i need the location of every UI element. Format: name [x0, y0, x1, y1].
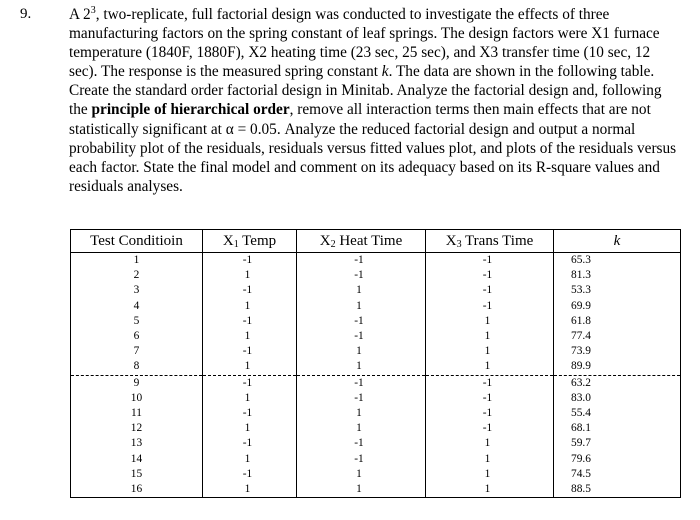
cell-test-condition: 5	[71, 314, 203, 329]
header-x2-heat-time: $X_2$ Heat Time	[297, 230, 426, 253]
cell-x2-heat-time: -1	[297, 375, 426, 391]
cell-k: 69.9	[554, 299, 681, 314]
cell-x1-temp: 1	[203, 329, 297, 344]
cell-x1-temp: -1	[203, 253, 297, 269]
data-table	[70, 229, 681, 498]
cell-k: 81.3	[554, 268, 681, 283]
table-header-row	[71, 230, 681, 253]
cell-x3-trans-time: 1	[426, 359, 554, 375]
table-row	[71, 253, 681, 269]
cell-x1-temp: -1	[203, 283, 297, 298]
cell-k: 59.7	[554, 436, 681, 451]
cell-k: 83.0	[554, 391, 681, 406]
cell-x1-temp: 1	[203, 299, 297, 314]
cell-test-condition: 9	[71, 375, 203, 391]
table-row	[71, 359, 681, 375]
cell-x1-temp: 1	[203, 391, 297, 406]
cell-x3-trans-time: 1	[426, 329, 554, 344]
table-row	[71, 467, 681, 482]
cell-x3-trans-time: 1	[426, 314, 554, 329]
cell-x1-temp: 1	[203, 451, 297, 466]
cell-test-condition: 16	[71, 482, 203, 498]
cell-test-condition: 6	[71, 329, 203, 344]
header-x3-trans-time: $X_3$ Trans Time	[426, 230, 554, 253]
table-row	[71, 421, 681, 436]
cell-x1-temp: -1	[203, 314, 297, 329]
cell-x1-temp: 1	[203, 268, 297, 283]
cell-x3-trans-time: -1	[426, 299, 554, 314]
table-row	[71, 451, 681, 466]
cell-k: 63.2	[554, 375, 681, 391]
cell-k: 61.8	[554, 314, 681, 329]
cell-k: 73.9	[554, 344, 681, 359]
cell-test-condition: 10	[71, 391, 203, 406]
table-row	[71, 283, 681, 298]
cell-test-condition: 4	[71, 299, 203, 314]
cell-test-condition: 15	[71, 467, 203, 482]
cell-x3-trans-time: -1	[426, 391, 554, 406]
factor-3-subscript: 3	[490, 44, 499, 62]
problem-statement	[69, 5, 681, 196]
header-k: k	[554, 230, 681, 253]
cell-x1-temp: -1	[203, 344, 297, 359]
cell-x3-trans-time: 1	[426, 344, 554, 359]
cell-test-condition: 3	[71, 283, 203, 298]
table-row	[71, 314, 681, 329]
table-row	[71, 406, 681, 421]
cell-test-condition: 1	[71, 253, 203, 269]
cell-x1-temp: 1	[203, 482, 297, 498]
table-row	[71, 268, 681, 283]
cell-x2-heat-time: 1	[297, 344, 426, 359]
cell-x1-temp: -1	[203, 436, 297, 451]
cell-x3-trans-time: -1	[426, 268, 554, 283]
cell-x3-trans-time: 1	[426, 482, 554, 498]
table-row	[71, 299, 681, 314]
table-row	[71, 344, 681, 359]
cell-x3-trans-time: 1	[426, 436, 554, 451]
cell-x3-trans-time: -1	[426, 375, 554, 391]
cell-x3-trans-time: -1	[426, 406, 554, 421]
cell-x1-temp: 1	[203, 421, 297, 436]
cell-x2-heat-time: 1	[297, 406, 426, 421]
cell-k: 88.5	[554, 482, 681, 498]
cell-k: 55.4	[554, 406, 681, 421]
cell-k: 65.3	[554, 253, 681, 269]
cell-x1-temp: -1	[203, 467, 297, 482]
cell-x2-heat-time: 1	[297, 482, 426, 498]
problem-text-2: , two-replicate, full factorial design was conducted to investigate the effects of three manufacturing factors on the spring constant of leaf springs. The design factors were X	[69, 6, 610, 43]
cell-k: 89.9	[554, 359, 681, 375]
cell-x3-trans-time: -1	[426, 283, 554, 298]
cell-k: 77.4	[554, 329, 681, 344]
cell-x3-trans-time: -1	[426, 253, 554, 269]
cell-test-condition: 8	[71, 359, 203, 375]
cell-test-condition: 13	[71, 436, 203, 451]
table-row	[71, 391, 681, 406]
cell-x3-trans-time: 1	[426, 451, 554, 466]
table-row	[71, 329, 681, 344]
header-x1-temp: $X_1$ Temp	[203, 230, 297, 253]
cell-test-condition: 7	[71, 344, 203, 359]
cell-x2-heat-time: 1	[297, 421, 426, 436]
cell-test-condition: 12	[71, 421, 203, 436]
cell-x2-heat-time: 1	[297, 283, 426, 298]
cell-x2-heat-time: 1	[297, 359, 426, 375]
cell-test-condition: 11	[71, 406, 203, 421]
cell-x2-heat-time: -1	[297, 253, 426, 269]
cell-k: 68.1	[554, 421, 681, 436]
header-test-condition: Test Conditioin	[71, 230, 203, 253]
problem-exponent: 3	[90, 5, 96, 16]
cell-x3-trans-time: -1	[426, 421, 554, 436]
cell-x2-heat-time: 1	[297, 299, 426, 314]
cell-x2-heat-time: -1	[297, 391, 426, 406]
cell-x1-temp: -1	[203, 406, 297, 421]
table-row	[71, 375, 681, 391]
cell-x2-heat-time: -1	[297, 451, 426, 466]
problem-text-1: A 2	[69, 6, 91, 23]
cell-x1-temp: -1	[203, 375, 297, 391]
cell-x2-heat-time: 1	[297, 467, 426, 482]
cell-test-condition: 2	[71, 268, 203, 283]
table-row	[71, 436, 681, 451]
problem-text-7: , remove all interaction terms then main effects that are not statistically significant at α = 0.05. Analyze the reduced factorial design and output a normal probability plot of the residuals, residuals versus fitted values plot, and plots of the residuals versus each factor. State the final model and comment on its adequacy based on its R-square values and residuals analyses.	[69, 101, 677, 195]
problem-text-6: . The data are shown in the following table. Create the standard order factorial design in Minitab. Analyze the factorial design and, following the	[69, 63, 662, 119]
cell-k: 79.6	[554, 451, 681, 466]
response-variable: k	[381, 63, 389, 81]
table-row	[71, 482, 681, 498]
problem-text-3: furnace temperature (1840F, 1880F), X	[69, 25, 660, 62]
factor-1-subscript: 1	[602, 25, 610, 43]
hierarchical-order-phrase: principle of hierarchical order	[91, 101, 290, 119]
problem-text-5: transfer time (10 sec, 12 sec). The response is the measured spring constant	[69, 44, 651, 81]
cell-x2-heat-time: -1	[297, 329, 426, 344]
cell-k: 53.3	[554, 283, 681, 298]
cell-x2-heat-time: -1	[297, 268, 426, 283]
cell-x1-temp: 1	[203, 359, 297, 375]
factor-2-subscript: 2	[259, 44, 268, 62]
cell-x2-heat-time: -1	[297, 436, 426, 451]
cell-test-condition: 14	[71, 451, 203, 466]
question-number: 9.	[20, 6, 32, 22]
problem-text-4: heating time (23 sec, 25 sec), and X	[267, 44, 491, 62]
cell-x3-trans-time: 1	[426, 467, 554, 482]
cell-k: 74.5	[554, 467, 681, 482]
cell-x2-heat-time: -1	[297, 314, 426, 329]
